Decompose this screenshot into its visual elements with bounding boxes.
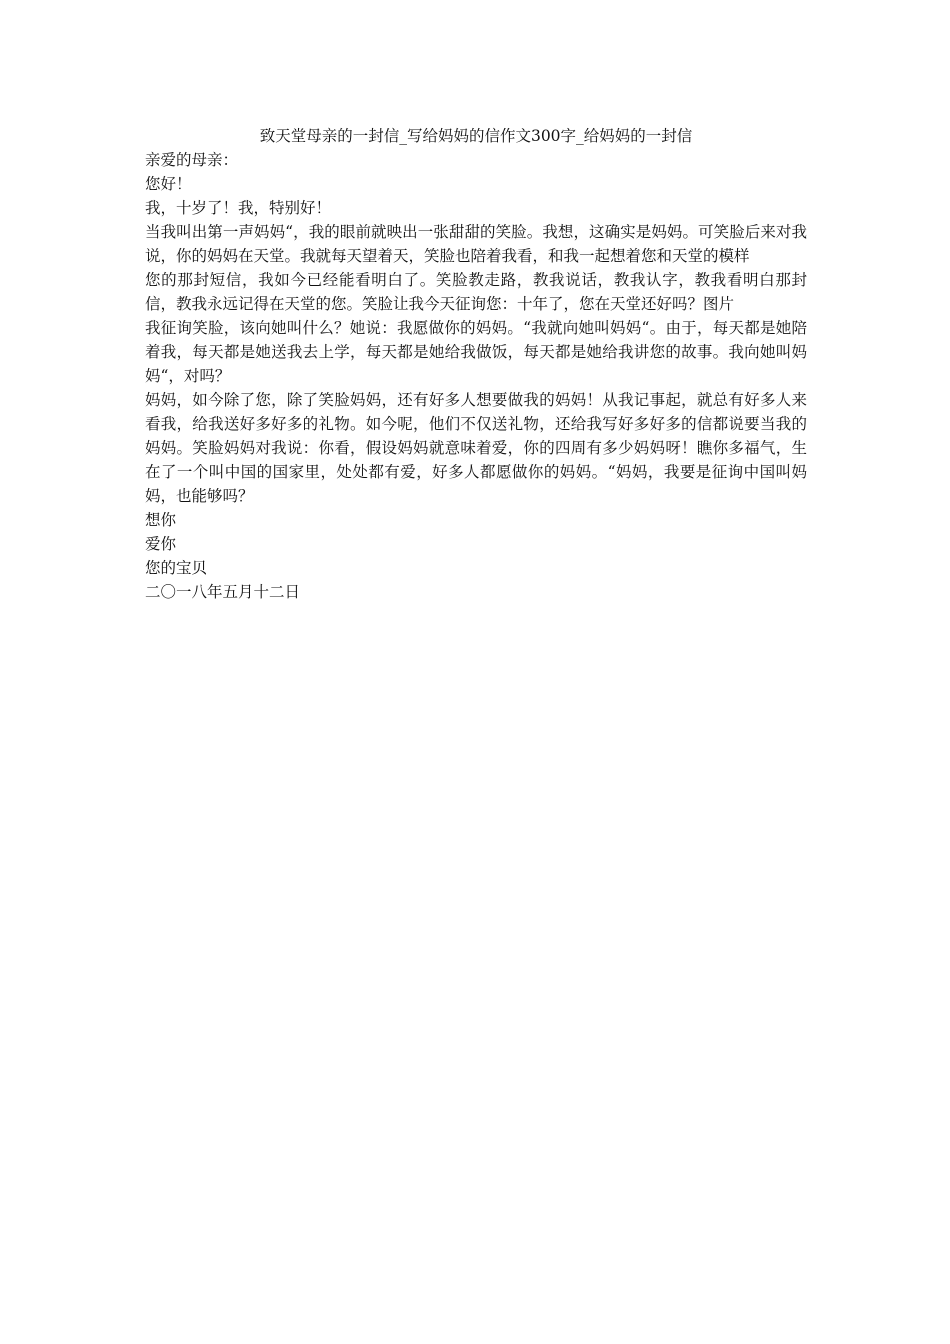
paragraph: 妈妈，如今除了您，除了笑脸妈妈，还有好多人想要做我的妈妈！从我记事起，就总有好多人来看我，给我送好多好多的礼物。如今呢，他们不仅送礼物，还给我写好多好多的信都说要当我的妈妈。笑脸妈妈对我说：你看，假设妈妈就意味着爱，你的四周有多少妈妈呀！瞧你多福气，生在了一个叫中国的国家里，处处都有爱，好多人都愿做你的妈妈。“妈妈，我要是征询中国叫妈妈，也能够吗？ <box>145 391 807 505</box>
closing-line: 爱你 <box>145 535 177 553</box>
paragraph: 您的那封短信，我如今已经能看明白了。笑脸教走路，教我说话，教我认字，教我看明白那封信，教我永远记得在天堂的您。笑脸让我今天征询您：十年了，您在天堂还好吗？图片 <box>145 271 807 313</box>
paragraph: 我征询笑脸，该向她叫什么？她说：我愿做你的妈妈。“我就向她叫妈妈“。由于，每天都是她陪着我，每天都是她送我去上学，每天都是她给我做饭，每天都是她给我讲您的故事。我向她叫妈妈“，对吗？ <box>145 319 807 385</box>
page-title: 致天堂母亲的一封信_写给妈妈的信作文300字_给妈妈的一封信 <box>259 127 693 145</box>
paragraph: 当我叫出第一声妈妈“，我的眼前就映出一张甜甜的笑脸。我想，这确实是妈妈。可笑脸后来对我说，你的妈妈在天堂。我就每天望着天，笑脸也陪着我看，和我一起想着您和天堂的模样 <box>145 223 807 265</box>
salutation: 您好！ <box>145 175 192 193</box>
closing-line: 想你 <box>145 511 177 529</box>
paragraph: 我，十岁了！我，特别好！ <box>145 199 332 217</box>
date: 二〇一八年五月十二日 <box>145 583 301 601</box>
greeting: 亲爱的母亲： <box>145 151 239 169</box>
letter-body <box>145 124 807 604</box>
signature: 您的宝贝 <box>145 559 208 577</box>
